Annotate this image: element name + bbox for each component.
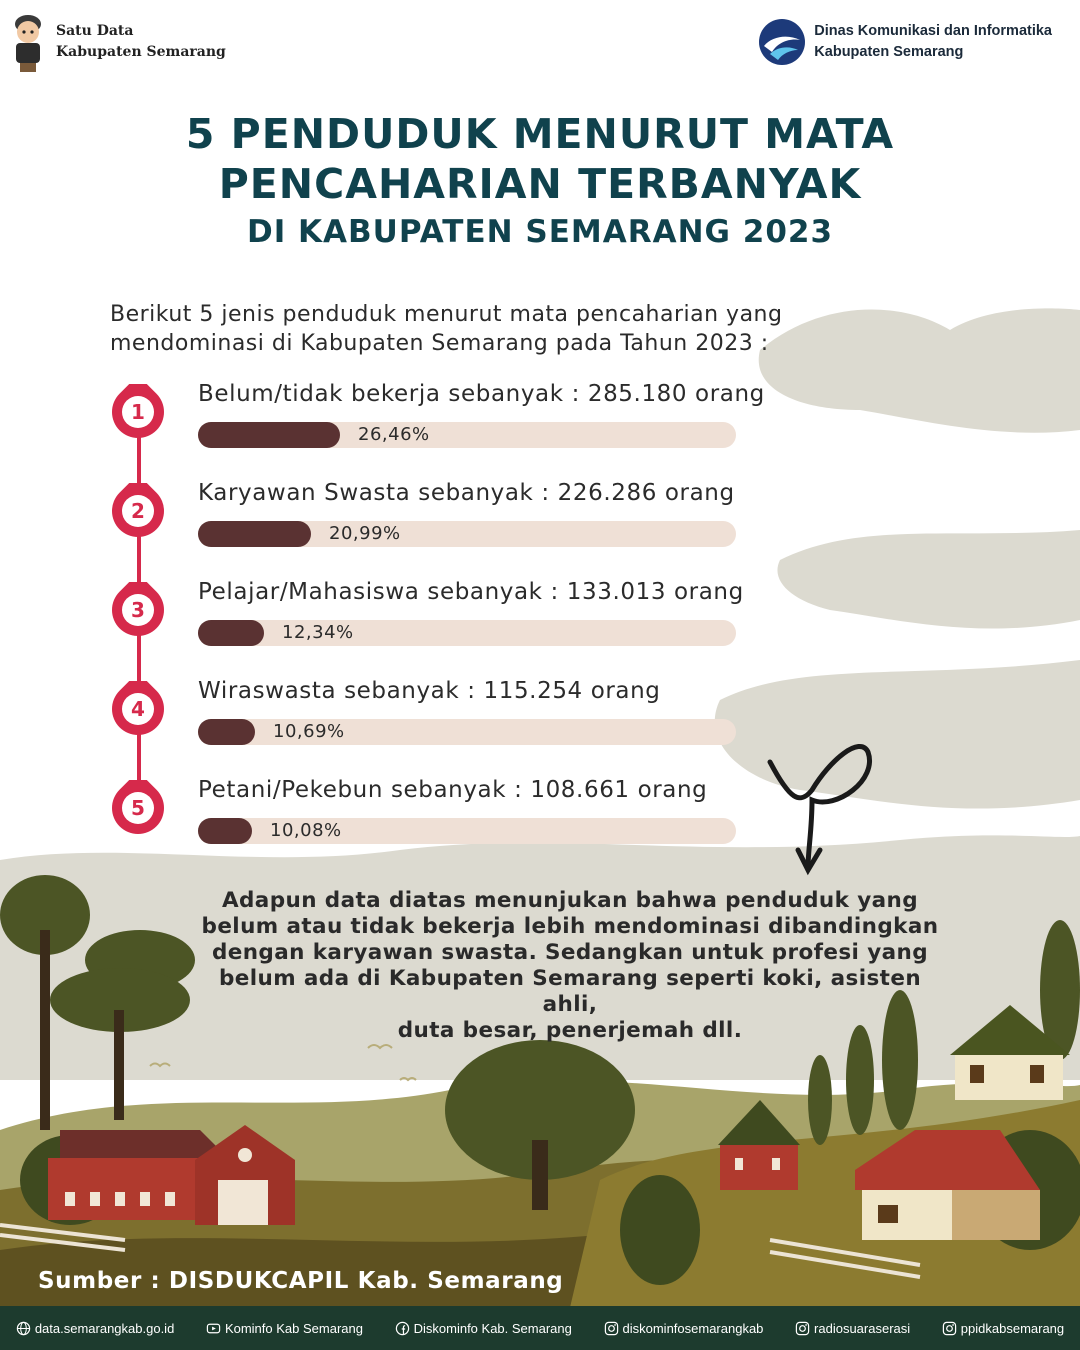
instagram-icon (604, 1321, 619, 1336)
kominfo-logo-icon (758, 18, 806, 66)
conclusion-line-4: belum ada di Kabupaten Semarang seperti koki, asisten ahli, (218, 966, 922, 1017)
rank-number: 2 (131, 499, 145, 523)
rank-number: 4 (131, 697, 145, 721)
bar-track (198, 620, 736, 646)
youtube-icon (206, 1321, 221, 1336)
bar (198, 719, 255, 745)
conclusion-line-3: dengan karyawan swasta. Sedangkan untuk profesi yang (211, 940, 929, 965)
category-label: Petani/Pekebun sebanyak : 108.661 orang (198, 777, 708, 803)
footer-bar (0, 1306, 1080, 1350)
conclusion-line-2: belum atau tidak bekerja lebih mendominasi dibandingkan (201, 914, 939, 939)
diskominfo-brand (758, 18, 1052, 66)
globe-icon (16, 1321, 31, 1336)
bar (198, 521, 311, 547)
intro-line-1: Berikut 5 jenis penduduk menurut mata pencaharian yang (110, 302, 783, 327)
bar-value-label: 26,46% (358, 424, 430, 445)
facebook-icon (395, 1321, 410, 1336)
footer-instagram-link-2[interactable] (795, 1321, 910, 1336)
footer-youtube-link[interactable] (206, 1321, 363, 1336)
rank-badge (110, 582, 166, 638)
rank-badge (110, 681, 166, 737)
category-label: Pelajar/Mahasiswa sebanyak : 133.013 orang (198, 579, 744, 605)
footer-instagram-label-2: radiosuaraserasi (814, 1320, 911, 1336)
rank-number: 5 (131, 796, 145, 820)
bar (198, 620, 264, 646)
footer-youtube-label: Kominfo Kab Semarang (224, 1320, 363, 1336)
brand-right-line2: Kabupaten Semarang (814, 44, 964, 60)
bar-value-label: 12,34% (282, 622, 354, 643)
instagram-icon (942, 1321, 957, 1336)
brand-left-line1: Satu Data (56, 23, 134, 39)
footer-website-link[interactable] (16, 1321, 174, 1336)
bar-track (198, 719, 736, 745)
bar-track (198, 818, 736, 844)
conclusion-text (190, 888, 950, 1044)
rank-badge (110, 780, 166, 836)
footer-website-label: data.semarangkab.go.id (34, 1320, 175, 1336)
bar-value-label: 10,08% (270, 820, 342, 841)
bar-track (198, 521, 736, 547)
rank-number: 3 (131, 598, 145, 622)
bar-track (198, 422, 736, 448)
instagram-icon (795, 1321, 810, 1336)
title-line-1: 5 PENDUDUK MENURUT MATA (185, 110, 895, 158)
satu-data-brand (8, 10, 226, 74)
rank-badge (110, 384, 166, 440)
source-label: Sumber : DISDUKCAPIL Kab. Semarang (38, 1268, 564, 1294)
category-label: Belum/tidak bekerja sebanyak : 285.180 orang (198, 381, 765, 407)
conclusion-line-5: duta besar, penerjemah dll. (397, 1018, 743, 1043)
intro-line-2: mendominasi di Kabupaten Semarang pada Tahun 2023 : (110, 331, 769, 356)
category-label: Wiraswasta sebanyak : 115.254 orang (198, 678, 661, 704)
footer-instagram-label-3: ppidkabsemarang (960, 1320, 1065, 1336)
footer-facebook-link[interactable] (395, 1321, 572, 1336)
footer-instagram-link-3[interactable] (942, 1321, 1064, 1336)
bar (198, 818, 252, 844)
title-line-2: PENCAHARIAN TERBANYAK (218, 160, 862, 208)
rank-number: 1 (131, 400, 145, 424)
title-line-3: DI KABUPATEN SEMARANG 2023 (246, 214, 834, 250)
brand-left-line2: Kabupaten Semarang (56, 44, 226, 60)
intro-text (110, 300, 830, 358)
bar-value-label: 10,69% (273, 721, 345, 742)
mascot-icon (8, 10, 48, 74)
bar-value-label: 20,99% (329, 523, 401, 544)
conclusion-line-1: Adapun data diatas menunjukan bahwa penduduk yang (221, 888, 919, 913)
brand-right-line1: Dinas Komunikasi dan Informatika (814, 23, 1052, 39)
rank-badge (110, 483, 166, 539)
bar (198, 422, 340, 448)
footer-instagram-link-1[interactable] (604, 1321, 764, 1336)
footer-facebook-label: Diskominfo Kab. Semarang (413, 1320, 572, 1336)
category-label: Karyawan Swasta sebanyak : 226.286 orang (198, 480, 735, 506)
footer-instagram-label-1: diskominfosemarangkab (622, 1320, 764, 1336)
